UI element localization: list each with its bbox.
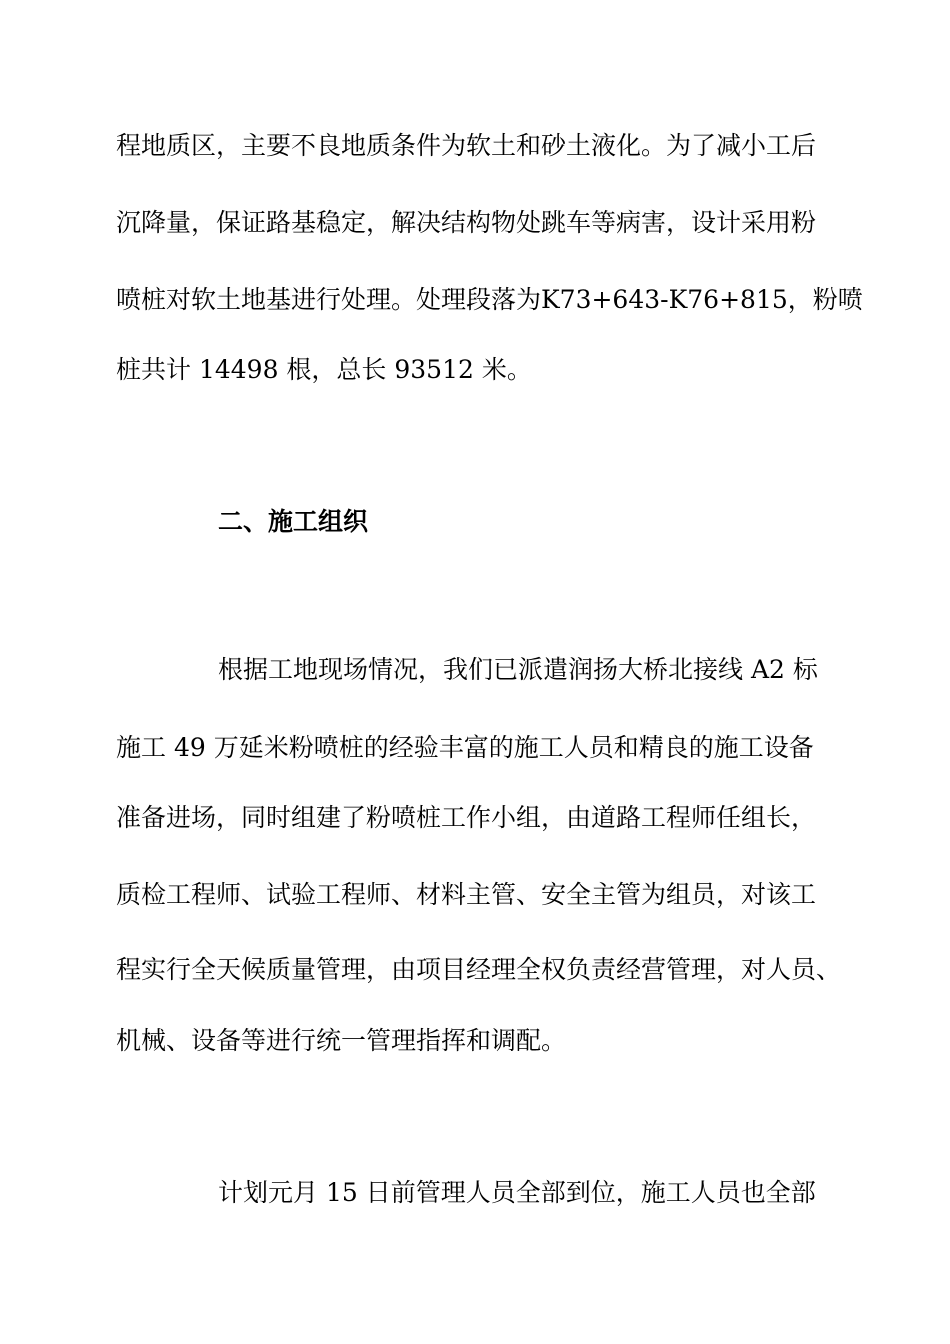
section-heading: 二、施工组织 — [218, 507, 369, 536]
text-line: 程实行全天候质量管理，由项目经理全权负责经营管理，对人员、 — [116, 955, 842, 984]
text-line: 机械、设备等进行统一管理指挥和调配。 — [116, 1026, 567, 1055]
text-line: 施工 49 万延米粉喷桩的经验丰富的施工人员和精良的施工设备 — [116, 733, 814, 762]
text-line: 质检工程师、试验工程师、材料主管、安全主管为组员，对该工 — [116, 880, 817, 909]
text-line: 喷桩对软土地基进行处理。处理段落为K73+643-K76+815，粉喷 — [116, 285, 863, 314]
text-line: 桩共计 14498 根，总长 93512 米。 — [116, 355, 532, 384]
text-line: 根据工地现场情况，我们已派遣润扬大桥北接线 A2 标 — [218, 655, 818, 684]
text-line: 准备进场，同时组建了粉喷桩工作小组，由道路工程师任组长， — [116, 803, 817, 832]
text-line: 沉降量，保证路基稳定，解决结构物处跳车等病害，设计采用粉 — [116, 208, 817, 237]
text-line: 程地质区，主要不良地质条件为软土和砂土液化。为了减小工后 — [116, 131, 817, 160]
text-line: 计划元月 15 日前管理人员全部到位，施工人员也全部 — [218, 1178, 816, 1207]
